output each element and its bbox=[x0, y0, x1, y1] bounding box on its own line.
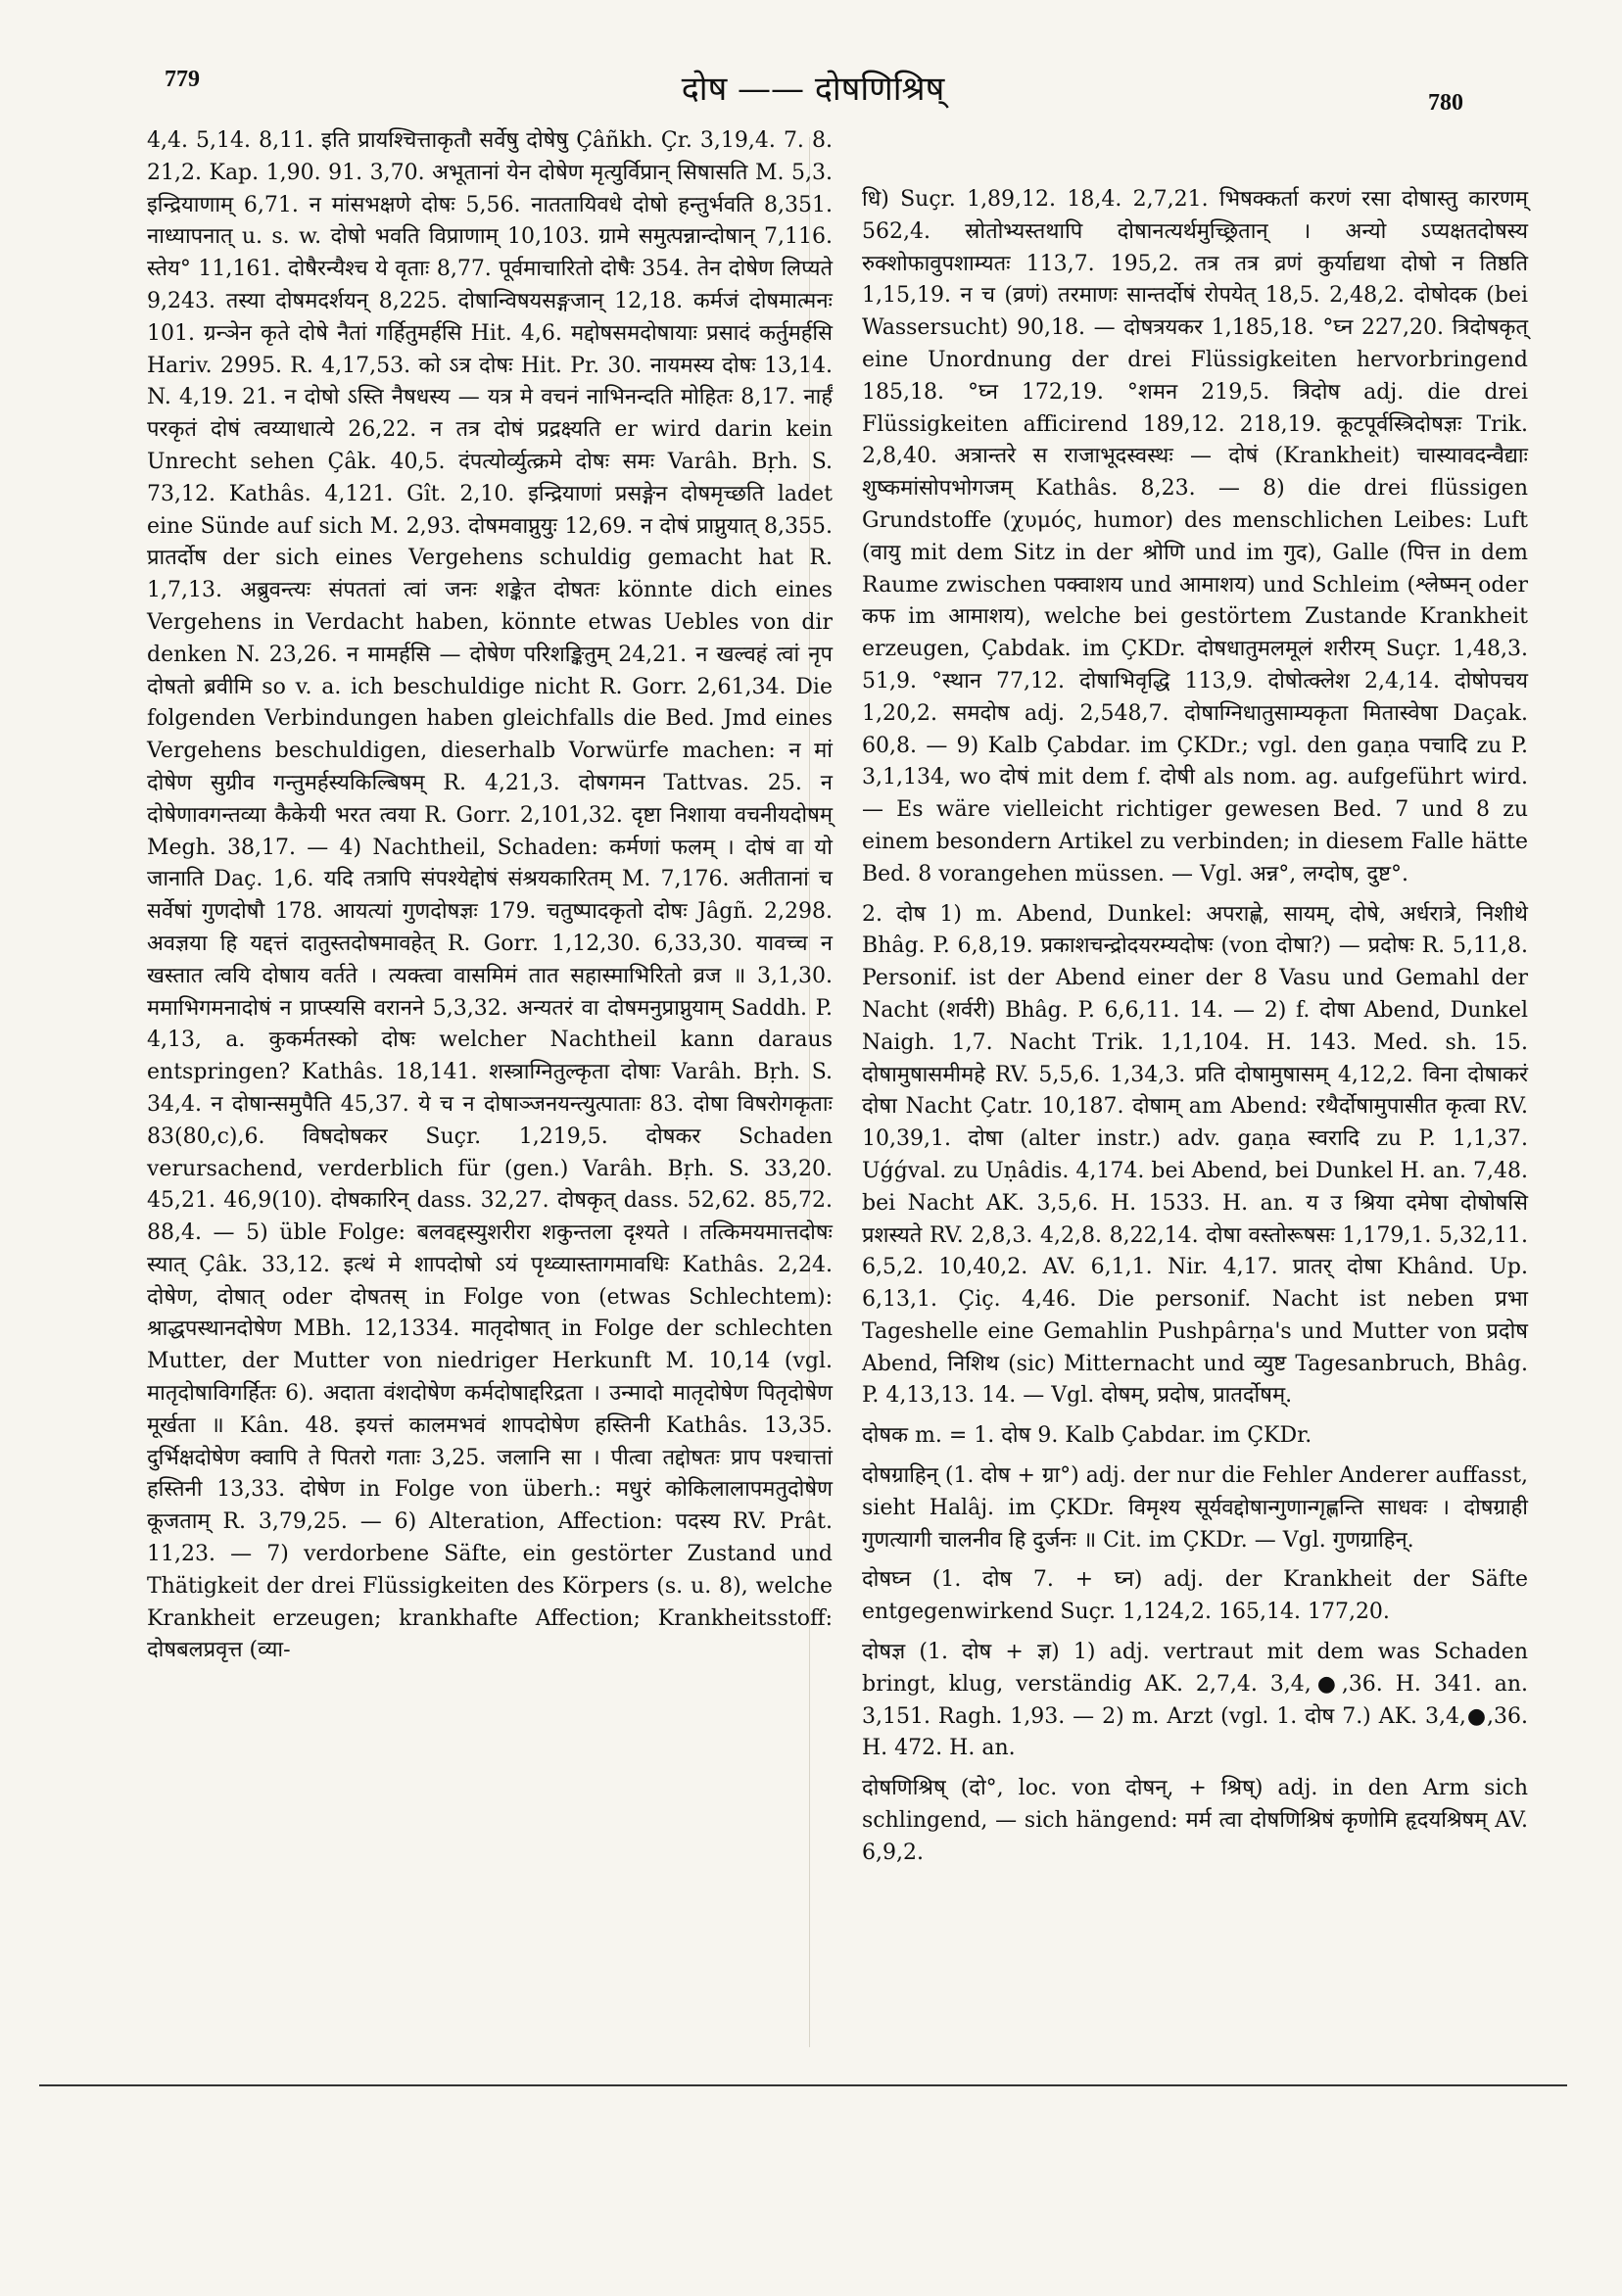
page-number-left: 779 bbox=[165, 67, 200, 92]
right-column bbox=[862, 184, 1528, 1870]
left-paragraph: 4,4. 5,14. 8,11. इति प्रायश्चित्ताकृतौ सर्वेषु दोषेषु Çâñkh. Çr. 3,19,4. 7. 8. 21,2. Kap. 1,90. 91. 3,70. अभूतानां येन दोषेण मृत्युर्विप्रान् सिषासति M. 5,3. इन्द्रियाणाम् 6,71. न मांसभक्षणे दोषः 5,56. नाततायिवधे दोषो हन्तुर्भवति 8,351. नाध्यापनात् u. s. w. दोषो भवति विप्राणाम् 10,103. ग्रामे समुत्पन्नान्दोषान् 7,116. स्तेय° 11,161. दोषैरन्यैश्च ये वृताः 8,77. पूर्वमाचारितो दोषैः 354. तेन दोषेण लिप्यते 9,243. तस्या दोषमदर्शयन् 8,225. दोषान्विषयसङ्गजान् 12,18. कर्मजं दोषमात्मनः 101. ग्रन्ञेन कृते दोषे नैतां गर्हितुमर्हसि Hit. 4,6. मद्दोषसमदोषायाः प्रसादं कर्तुमर्हसि Hariv. 2995. R. 4,17,53. को ऽत्र दोषः Hit. Pr. 30. नायमस्य दोषः 13,14. N. 4,19. 21. न दोषो ऽस्ति नैषधस्य — यत्र मे वचनं नाभिनन्दति मोहितः 8,17. नार्हं परकृतं दोषं त्वय्याधात्ये 26,22. न तत्र दोषं प्रद्रक्ष्यति er wird darin kein Unrecht sehen Çâk. 40,5. दंपत्योर्व्युत्क्रमे दोषः समः Varâh. Bṛh. S. 73,12. Kathâs. 4,121. Gît. 2,10. इन्द्रियाणां प्रसङ्गेन दोषमृच्छति ladet eine Sünde auf sich M. 2,93. दोषमवाप्नुयुः 12,69. न दोषं प्राप्नुयात् 8,355. प्रातर्दोष der sich eines Vergehens schuldig gemacht hat R. 1,7,13. अब्रुवन्त्यः संपततां त्वां जनः शङ्केत दोषतः könnte dich eines Vergehens in Verdacht haben, könnte etwas Uebles von dir denken N. 23,26. न मामर्हसि — दोषेण परिशङ्कितुम् 24,21. न खल्वहं त्वां नृप दोषतो ब्रवीमि so v. a. ich beschuldige nicht R. Gorr. 2,61,34. Die folgenden Verbindungen haben gleichfalls die Bed. Jmd eines Vergehens beschuldigen, dieserhalb Vorwürfe machen: न मां दोषेण सुग्रीव गन्तुमर्हस्यकिल्बिषम् R. 4,21,3. दोषगमन Tattvas. 25. न दोषेणावगन्तव्या कैकेयी भरत त्वया R. Gorr. 2,101,32. दृष्टा निशाया वचनीयदोषम् Megh. 38,17. — 4) Nachtheil, Schaden: कर्मणां फलम् । दोषं वा यो जानाति Daç. 1,6. यदि तत्रापि संपश्येद्दोषं संश्रयकारितम् M. 7,176. अतीतानां च सर्वेषां गुणदोषौ 178. आयत्यां गुणदोषज्ञः 179. चतुष्पादकृतो दोषः Jâgñ. 2,298. अवज्ञया हि यद्दत्तं दातुस्तदोषमावहेत् R. Gorr. 1,12,30. 6,33,30. यावच्च न खस्तात त्वयि दोषाय वर्तते । त्यक्त्वा वासमिमं तात सहास्माभिरितो व्रज ॥ 3,1,30. ममाभिगमनादोषं न प्राप्स्यसि वरानने 5,3,32. अन्यतरं वा दोषमनुप्राप्नुयाम् Saddh. P. 4,13, a. कुकर्मतस्को दोषः welcher Nachtheil kann daraus entspringen? Kathâs. 18,141. शस्त्राग्नितुल्कृता दोषाः Varâh. Bṛh. S. 34,4. न दोषान्समुपैति 45,37. ये च न दोषाञ्जनयन्त्युत्पाताः 83. दोषा विषरोगकृताः 83(80,c),6. विषदोषकर Suçr. 1,219,5. दोषकर Schaden verursachend, verderblich für (gen.) Varâh. Bṛh. S. 33,20. 45,21. 46,9(10). दोषकारिन् dass. 32,27. दोषकृत् dass. 52,62. 85,72. 88,4. — 5) üble Folge: बलवद्दस्युशरीरा शकुन्तला दृश्यते । तत्किमयमात्तदोषः स्यात् Çâk. 33,12. इत्थं मे शापदोषो ऽयं पृथ्व्यास्तागमावधिः Kathâs. 2,24. दोषेण, दोषात् oder दोषतस् in Folge von (etwas Schlechtem): श्राद्धपस्थानदोषेण MBh. 12,1334. मातृदोषात् in Folge der schlechten Mutter, der Mutter von niedriger Herkunft M. 10,14 (vgl. मातृदोषाविगर्हितः 6). अदाता वंशदोषेण कर्मदोषाद्दरिद्रता । उन्मादो मातृदोषेण पितृदोषेण मूर्खता ॥ Kân. 48. इयत्तं कालमभवं शापदोषेण हस्तिनी Kathâs. 13,35. दुर्भिक्षदोषेण क्वापि ते पितरो गताः 3,25. जलानि सा । पीत्वा तद्दोषतः प्राप पश्चात्तां हस्तिनी 13,33. दोषेण in Folge von überh.: मधुरं कोकिलालापमतुदोषेण कूजताम् R. 3,79,25. — 6) Alteration, Affection: पदस्य RV. Prât. 11,23. — 7) verdorbene Säfte, ein gestörter Zustand und Thätigkeit der drei Flüssigkeiten des Körpers (s. u. 8), welche Krankheit erzeugen; krankhafte Affection; Krankheitsstoff: दोषबलप्रवृत्त (व्या- bbox=[147, 128, 833, 1663]
footer-rule bbox=[39, 2084, 1567, 2086]
page-number-right: 780 bbox=[1428, 90, 1463, 116]
right-paragraph: दोषक m. = 1. दोष 9. Kalb Çabdar. im ÇKDr. bbox=[862, 1423, 1312, 1449]
running-head: दोष —— दोषणिश्रिष् bbox=[681, 70, 945, 109]
right-paragraph: दोषज्ञ (1. दोष + ज्ञ) 1) adj. vertraut mit dem was Schaden bringt, klug, verständig AK. 2,7,4. 3,4,●,36. H. 341. an. 3,151. Ragh. 1,93. — 2) m. Arzt (vgl. 1. दोष 7.) AK. 3,4,●,36. H. 472. H. an. bbox=[862, 1640, 1528, 1761]
page-header bbox=[0, 57, 1622, 125]
left-column bbox=[147, 125, 833, 1667]
right-paragraph: दोषघ्न (1. दोष 7. + घ्न) adj. der Krankheit der Säfte entgegenwirkend Suçr. 1,124,2. 165,14. 177,20. bbox=[862, 1567, 1528, 1625]
right-paragraph: धि) Suçr. 1,89,12. 18,4. 2,7,21. भिषक्कर्ता करणं रसा दोषास्तु कारणम् 562,4. स्रोतोभ्यस्तथापि दोषानत्यर्थमुच्छ्रितान् । अन्यो ऽप्यक्षतदोषस्य रुक्शोफावुपशाम्यतः 113,7. 195,2. तत्र तत्र व्रणं कुर्याद्यथा दोषो न तिष्ठति 1,15,19. न च (व्रणं) तरमाणः सान्तर्दोषं रोपयेत् 18,5. 2,48,2. दोषोदक (bei Wassersucht) 90,18. — दोषत्रयकर 1,185,18. °घ्न 227,20. त्रिदोषकृत् eine Unordnung der drei Flüssigkeiten hervorbringend 185,18. °घ्न 172,19. °शमन 219,5. त्रिदोष adj. die drei Flüssigkeiten afficirend 189,12. 218,19. कूटपूर्वस्त्रिदोषज्ञः Trik. 2,8,40. अत्रान्तरे स राजाभूदस्वस्थः — दोषं (Krankheit) चास्यावदन्वैद्याः शुष्कमांसोपभोगजम् Kathâs. 8,23. — 8) die drei flüssigen Grundstoffe (χυμός, humor) des menschlichen Leibes: Luft (वायु mit dem Sitz in der श्रोणि und im गुद), Galle (पित्त in dem Raume zwischen पक्वाशय und आमाशय) und Schleim (श्लेष्मन् oder कफ im आमाशय), welche bei gestörtem Zustande Krankheit erzeugen, Çabdak. im ÇKDr. दोषधातुमलमूलं शरीरम् Suçr. 1,48,3. 51,9. °स्थान 77,12. दोषाभिवृद्धि 113,9. दोषोत्क्लेश 2,4,14. दोषोपचय 1,20,2. समदोष adj. 2,548,7. दोषाग्निधातुसाम्यकृता मितास्वेषा Daçak. 60,8. — 9) Kalb Çabdar. im ÇKDr.; vgl. den gaṇa पचादि zu P. 3,1,134, wo दोषं mit dem f. दोषी als nom. ag. aufgeführt wird. — Es wäre vielleicht richtiger gewesen Bed. 7 und 8 zu einem besondern Artikel zu verbinden; in diesem Falle hätte Bed. 8 vorangehen müssen. — Vgl. अन्न°, लग्दोष, दुष्ट°. bbox=[862, 187, 1528, 886]
right-paragraph: दोषग्राहिन् (1. दोष + ग्रा°) adj. der nur die Fehler Anderer auffasst, sieht Halâj. im ÇKDr. विमृश्य सूर्यवद्दोषान्गुणान्गृह्णन्ति साधवः । दोषग्राही गुणत्यागी चालनीव हि दुर्जनः ॥ Cit. im ÇKDr. — Vgl. गुणग्राहिन्. bbox=[862, 1463, 1528, 1553]
right-paragraph: 2. दोष 1) m. Abend, Dunkel: अपराह्णे, सायम्, दोषे, अर्धरात्रे, निशीथे Bhâg. P. 6,8,19. प्रकाशचन्द्रोदयरम्यदोषः (von दोषा?) — प्रदोषः R. 5,11,8. Personif. ist der Abend einer der 8 Vasu und Gemahl der Nacht (शर्वरी) Bhâg. P. 6,6,11. 14. — 2) f. दोषा Abend, Dunkel Naigh. 1,7. Nacht Trik. 1,1,104. H. 143. Med. sh. 15. दोषामुषासमीमहे RV. 5,5,6. 1,34,3. प्रति दोषामुषासम् 4,12,2. विना दोषाकरं दोषा Nacht Çatr. 10,187. दोषाम् am Abend: रथैर्दोषामुपासीत कृत्वा RV. 10,39,1. दोषा (alter instr.) adv. gaṇa स्वरादि zu P. 1,1,37. Uǵǵval. zu Uṇâdis. 4,174. bei Abend, bei Dunkel H. an. 7,48. bei Nacht AK. 3,5,6. H. 1533. H. an. य उ श्रिया दमेषा दोषोषसि प्रशस्यते RV. 2,8,3. 4,2,8. 8,22,14. दोषा वस्तोरूषसः 1,179,1. 5,32,11. 6,5,2. 10,40,2. AV. 6,1,1. Nir. 4,17. प्रातर् दोषा Khând. Up. 6,13,1. Çiç. 4,46. Die personif. Nacht ist neben प्रभा Tageshelle eine Gemahlin Pushpârṇa's und Mutter von प्रदोष Abend, निशिथ (sic) Mitternacht und व्युष्ट Tagesanbruch, Bhâg. P. 4,13,13. 14. — Vgl. दोषम्, प्रदोष, प्रातर्दोषम्. bbox=[862, 901, 1528, 1409]
right-paragraph: दोषणिश्रिष् (दो°, loc. von दोषन्, + श्रिष्) adj. in den Arm sich schlingend, — sich hängend: मर्म त्वा दोषणिश्रिषं कृणोमि हृदयश्रिषम् AV. 6,9,2. bbox=[862, 1776, 1528, 1865]
